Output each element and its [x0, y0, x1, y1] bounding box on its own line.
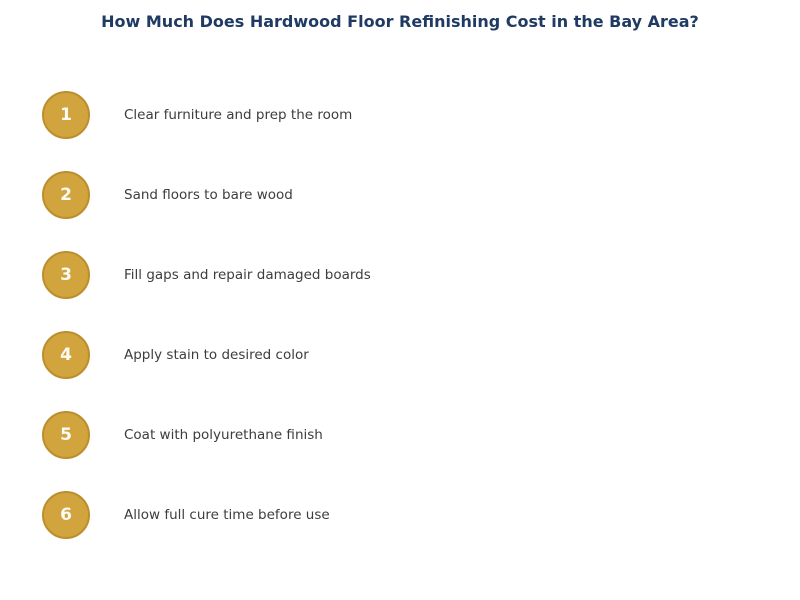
step-number-badge: 3 — [42, 251, 90, 299]
list-item — [42, 75, 800, 155]
step-label: Clear furniture and prep the room — [124, 107, 353, 123]
list-item — [42, 155, 800, 235]
step-number-badge: 1 — [42, 91, 90, 139]
step-label: Sand floors to bare wood — [124, 187, 293, 203]
step-label: Coat with polyurethane finish — [124, 427, 323, 443]
step-number-badge: 4 — [42, 331, 90, 379]
list-item — [42, 315, 800, 395]
step-label: Fill gaps and repair damaged boards — [124, 267, 371, 283]
step-number-badge: 2 — [42, 171, 90, 219]
step-number-badge: 6 — [42, 491, 90, 539]
list-item — [42, 235, 800, 315]
step-label: Allow full cure time before use — [124, 507, 330, 523]
list-item — [42, 475, 800, 555]
steps-list — [0, 75, 800, 555]
step-number-badge: 5 — [42, 411, 90, 459]
list-item — [42, 395, 800, 475]
step-label: Apply stain to desired color — [124, 347, 309, 363]
page-title: How Much Does Hardwood Floor Refinishing Cost in the Bay Area? — [101, 12, 699, 31]
